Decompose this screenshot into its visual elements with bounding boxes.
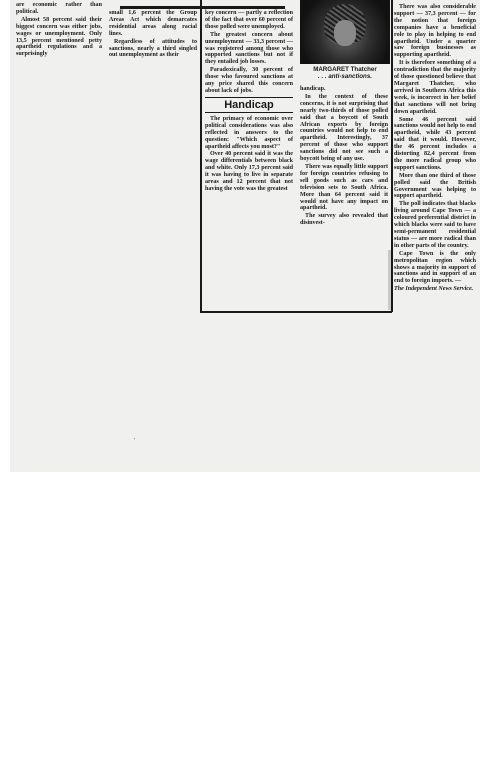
paragraph: The poll indicates that blacks living around Cape Town — a coloured preferential district in which blacks were said to have semi-permanent residential status — are more radical than in other parts of the country. [394,201,476,249]
paragraph: Some 46 percent said sanctions would not help to end apartheid, while 43 percent said that it would. However, the 46 percent includes a distorting 82,4 percent from the more radical group who support sanctions. [394,116,476,171]
caption-name: MARGARET Thatcher [313,66,377,73]
newspaper-clipping [10,0,480,472]
paragraph: Over 40 percent said it was the wage differentials between black and white. Only 17,3 percent said it was having to live in separate areas and 12 percent that not having the vote was the greatest [205,151,293,192]
photo-face [334,20,356,46]
paragraph: small 1,6 percent the Group Areas Act which demarcates residential areas along racial lines. [109,10,197,37]
paragraph: are economic rather than political. [16,2,102,15]
box-left-border [200,0,202,312]
box-right-border [391,0,393,312]
column-3 [205,10,293,194]
byline-signature: The Independent News Service. [394,286,474,293]
paragraph: Regardless of attitudes to sanctions, nearly a third singled out unemployment as their [109,38,197,59]
paragraph: The primacy of economic over political considerations was also reflected in answers to the question: "Which aspect of apartheid affects you most?" [205,115,293,150]
paragraph: The greatest concern about unemployment — 33,3 percent — was registered among those who supported sanctions but not if they entailed job losses. [205,31,293,66]
column-1 [16,2,102,59]
column-5 [394,4,476,294]
stray-mark: ' [134,438,136,444]
column-2 [109,10,197,60]
paragraph: key concern — partly a reflection of the fact that over 60 percent of those polled were unemployed. [205,10,293,30]
paragraph: handicap. [300,86,326,92]
paragraph: Cape Town is the only metropolitan region which shows a majority in support of sanctions and in support of an end to foreign imports. — [394,250,476,285]
thatcher-photo [300,0,390,64]
section-heading: Handicap [205,97,293,113]
paragraph: More than one third of those polled said the British Government was helping to support apartheid. [394,172,476,200]
top-rule-left [120,6,285,9]
paragraph: It is therefore something of a contradiction that the majority of those questioned believe that Margaret Thatcher, who arrived in Southern Africa this week, is incorrect in her belief that sanctions will not bring down apartheid. [394,60,476,115]
paragraph: There was also considerable support — 37,3 percent — for the notion that foreign companies have a beneficial role to play in helping to end apartheid. Under a quarter saw foreign businesses as supporting apartheid. [394,4,476,59]
box-bottom-border [200,311,392,313]
paragraph: There was equally little support for foreign countries refusing to sell goods such as cars and television sets to South Africa. More than 64 percent said it would not have any impact on apartheid. [300,163,388,212]
paragraph: In the context of these concerns, it is not surprising that nearly two-thirds of those polled said that a boycott of South African exports by foreign countries would not help to end apartheid. Interestingly, 37 percent of those who support sanctions did not see such a boycott being of any use. [300,93,388,163]
photo-caption [300,66,390,80]
paragraph: Almost 58 percent said their biggest concern was either jobs, wages or unemployment. Only 13,5 percent mentioned petty apartheid regulations and a surprisingly [16,16,102,58]
caption-sub: . . . anti-sanctions. [318,73,372,80]
scan-smudge [388,250,391,310]
paragraph: Paradoxically, 30 percent of those who favoured sanctions at any price shared this concern about lack of jobs. [205,67,293,94]
column-4 [300,86,388,228]
paragraph: The survey also revealed that disinvest- [300,213,388,227]
